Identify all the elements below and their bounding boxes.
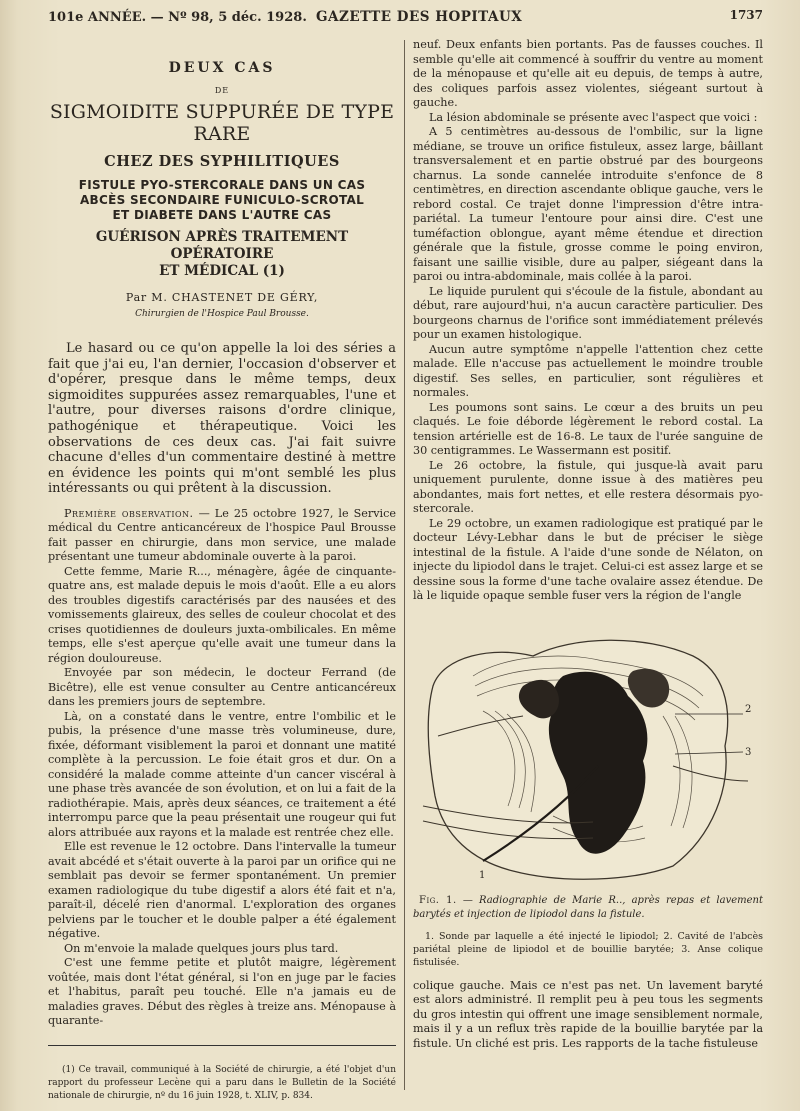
subtitle-line-1: FISTULE PYO-STERCORALE DANS UN CAS [78, 178, 366, 192]
figure-label-2: 2 [745, 703, 752, 715]
outcome-line-1: GUÉRISON APRÈS TRAITEMENT OPÉRATOIRE [95, 229, 349, 262]
body-paragraph: colique gauche. Mais ce n'est pas net. Un lavement baryté est alors administré. Il remplit peu à peu tous les segments du gros intestin qui offrent une image sensiblement normale, mais il y a un reflux très rapide de la bouillie barytée par la fistule. Un cliché est pris. Les rapports de la tache fistuleuse [413, 978, 763, 1050]
outcome-title [48, 229, 396, 280]
radiograph-drawing [413, 616, 763, 888]
body-paragraph: Les poumons sont sains. Le cœur a des bruits un peu claqués. Le foie déborde légèrement le rebord costal. La tension artérielle est de 16-8. Le taux de l'urée sanguine de 30 centigrammes. Le Wassermann est positif. [413, 400, 763, 457]
subtitle-line-3: ET DIABETE DANS L'AUTRE CAS [112, 208, 332, 222]
body-paragraph: Le liquide purulent qui s'écoule de la fistule, abondant au début, rare aujourd'hui, n'a aucun caractère particulier. Des bourgeons charnus de l'orifice sont immédiatement prélevés pour un examen histologique. [413, 284, 763, 341]
column-divider [404, 40, 405, 1090]
title-main: SIGMOIDITE SUPPURÉE DE TYPE RARE [49, 101, 395, 145]
body-paragraph: La lésion abdominale se présente avec l'aspect que voici : [429, 110, 758, 124]
author-line: Par M. CHASTENET DE GÉRY, [125, 291, 319, 304]
body-paragraph: neuf. Deux enfants bien portants. Pas de fausses couches. Il semble qu'elle ait commencé à souffrir du ventre au moment de la ménopause et qu'elle ait eu depuis, de temps à autre, des coliques parfois assez violentes, siégeant surtout à gauche. [413, 38, 763, 109]
title-line-1: DEUX CAS [168, 60, 276, 76]
intro-paragraph: Le hasard ou ce qu'on appelle la loi des séries a fait que j'ai eu, l'an dernier, l'occasion d'observer et d'opérer, presque dans le même temps, deux sigmoidites suppurées assez remarquables, l'une et l'autre, pour diverses raisons d'ordre clinique, pathogénique et thérapeutique. Voici les observations de ces deux cas. J'ai fait suivre chacune d'elles d'un commentaire destiné à mettre en évidence les points qui m'ont semblé les plus intéressants ou qui prêtent à la discussion. [48, 341, 396, 497]
title-line-2: DE [214, 86, 230, 95]
first-observation-paragraph [48, 507, 396, 565]
radiograph-figure [413, 616, 763, 888]
running-header [48, 8, 763, 30]
figure-caption [413, 894, 763, 922]
footnote-rule [48, 1045, 396, 1046]
subtitle-line-2: ABCÈS SECONDAIRE FUNICULO-SCROTAL [79, 193, 365, 207]
body-paragraph: Le 26 octobre, la fistule, qui jusque-là avait paru uniquement purulente, donne issue à des matières peu abondantes, mais fort nettes, et elle restera désormais pyo-stercorale. [413, 458, 763, 515]
body-paragraph: Elle est revenue le 12 octobre. Dans l'intervalle la tumeur avait abcédé et s'était ouverte à la paroi par un orifice qui ne semblait pas devoir se fermer spontanément. Un premier examen radiologique du tube digestif a alors été fait et n'a, paraît-il, décelé rien d'anormal. L'exploration des organes pelviens par le toucher et le double palper a été également négative. [48, 840, 396, 941]
subtitle-block [48, 178, 396, 223]
figure-legend: 1. Sonde par laquelle a été injecté le lipiodol; 2. Cavité de l'abcès pariétal pleine de lipiodol et de bouillie barytée; 3. Anse colique fistulisée. [413, 930, 763, 968]
figure-label-1: 1 [479, 869, 486, 881]
body-paragraph: Aucun autre symptôme n'appelle l'attention chez cette malade. Elle n'accuse pas actuellement le moindre trouble digestif. Ses selles, en particulier, sont régulières et normales. [413, 342, 763, 399]
figure-caption-label: Fig. 1. [419, 894, 457, 906]
outcome-line-2: ET MÉDICAL (1) [159, 263, 285, 279]
observation-text: — Le 25 octobre 1927, le Service médical du Centre anticancéreux de l'hospice Paul Brousse fait passer en chirurgie, dans mon service, une malade présentant une tumeur abdominale ouverte à la paroi. [48, 506, 397, 564]
body-paragraph: On m'envoie la malade quelques jours plus tard. [64, 941, 339, 955]
figure-caption-text: — Radiographie de Marie R.., après repas et lavement barytés et injection de lipiodol dans la fistule. [413, 894, 763, 920]
journal-title: GAZETTE DES HOPITAUX [316, 9, 523, 25]
right-column [413, 38, 763, 1051]
body-paragraph: Envoyée par son médecin, le docteur Ferrand (de Bicêtre), elle est venue consulter au Centre anticancéreux dans les premiers jours de septembre. [48, 666, 396, 709]
body-paragraph: C'est une femme petite et plutôt maigre, légèrement voûtée, mais dont l'état général, si l'on en juge par le facies et l'habitus, paraît peu touché. Elle n'a jamais eu de maladies graves. Début des règles à treize ans. Ménopause à quarante- [48, 956, 396, 1028]
left-column [48, 38, 396, 1103]
body-paragraph: Cette femme, Marie R..., ménagère, âgée de cinquante-quatre ans, est malade depuis le mois d'août. Elle a eu alors des troubles digestifs caractérisés par des nausées et des vomissements glaireux, des selles de couleur chocolat et des crises quotidiennes de douleurs juxta-ombilicales. En même temps, elle s'est aperçue qu'elle avait une tumeur dans la région douloureuse. [48, 564, 396, 665]
body-paragraph: Le 29 octobre, un examen radiologique est pratiqué par le docteur Lévy-Lebhar dans le but de préciser le siège intestinal de la fistule. A l'aide d'une sonde de Nélaton, on injecte du lipiodol dans le trajet. Celui-ci est assez large et se dessine sous la forme d'une tache ovalaire assez étendue. De là le liquide opaque semble fuser vers la région de l'angle [413, 516, 763, 602]
page-number: 1737 [729, 8, 763, 22]
article-title-block [48, 60, 396, 319]
title-line-4: CHEZ DES SYPHILITIQUES [104, 153, 340, 170]
footnote: (1) Ce travail, communiqué à la Société de chirurgie, a été l'objet d'un rapport du professeur Lecène qui a paru dans le Bulletin de la Société nationale de chirurgie, nº du 16 juin 1928, t. XLIV, p. 834. [48, 1064, 396, 1101]
author-role: Chirurgien de l'Hospice Paul Brousse. [135, 309, 309, 319]
issue-info: 101e ANNÉE. — Nº 98, 5 déc. 1928. [48, 10, 307, 25]
figure-label-3: 3 [745, 746, 752, 758]
observation-label: Première observation. [64, 506, 194, 520]
body-paragraph: A 5 centimètres au-dessous de l'ombilic, sur la ligne médiane, se trouve un orifice fistuleux, assez large, bâillant transversalement et en partie obstrué par des bourgeons charnus. La sonde cannelée introduite s'enfonce de 8 centimètres, en direction ascendante oblique gauche, vers le rebord costal. Ce trajet donne l'impression d'être intra-pariétal. La tumeur l'entoure pour ainsi dire. C'est une tuméfaction oblongue, ayant même étendue et direction générale que la fistule, grosse comme le poing environ, faisant une saillie visible, dure au palper, siégeant dans la paroi ou intra-abdominale, mais collée à la paroi. [413, 125, 763, 283]
body-paragraph: Là, on a constaté dans le ventre, entre l'ombilic et le pubis, la présence d'une masse très volumineuse, dure, fixée, déformant visiblement la paroi et donnant une matité complète à la percussion. Le foie était gros et dur. On a considéré la malade comme atteinte d'un cancer viscéral à une phase très avancée de son évolution, et on lui a fait de la radiothérapie. Mais, après deux séances, ce traitement a été interrompu parce que la peau présentait une rougeur qui fut alors attribuée aux rayons et la malade est rentrée chez elle. [48, 709, 396, 839]
